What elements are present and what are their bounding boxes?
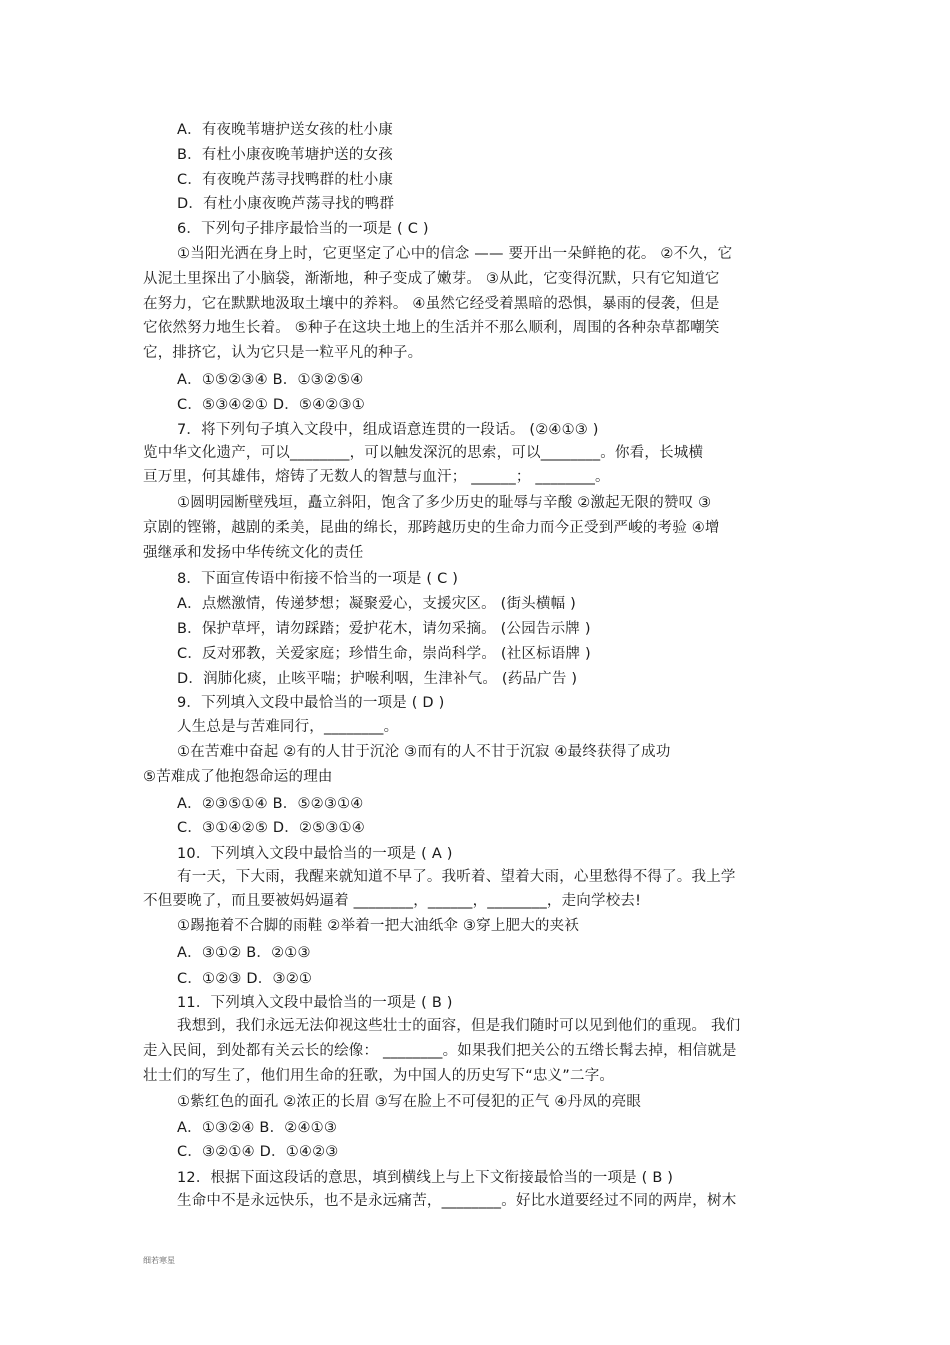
question-10: 10．下列填入文段中最恰当的一项是 ( A ) [177,846,453,862]
paragraph-line: ①踢拖着不合脚的雨鞋 ②举着一把大油纸伞 ③穿上肥大的夹袄 [177,918,580,934]
question-6: 6．下列句子排序最恰当的一项是 ( C ) [177,221,429,237]
options-row: C．③①④②⑤ D．②⑤③①④ [177,820,365,836]
paragraph-line: 它，排挤它，认为它只是一粒平凡的种子。 [143,345,423,361]
paragraph-line: 生命中不是永远快乐，也不是永远痛苦，________。好比水道要经过不同的两岸，树木 [177,1193,737,1209]
paragraph-line: 它依然努力地生长着。 ⑤种子在这块土地上的生活并不那么顺利，周围的各种杂草都嘲笑 [143,320,720,336]
option-c: C．有夜晚芦荡寻找鸭群的杜小康 [177,172,394,188]
option-a: A．有夜晚苇塘护送女孩的杜小康 [177,122,393,138]
paragraph-line: 人生总是与苦难同行，________。 [177,719,399,735]
paragraph-line: 亘万里，何其雄伟，熔铸了无数人的智慧与血汗； ______； ________。 [143,469,610,485]
options-row: A．①③②④ B．②④①③ [177,1120,338,1136]
option-a: A．点燃激情，传递梦想；凝聚爱心，支援灾区。 (街头横幅 ) [177,596,576,612]
paragraph-line: 览中华文化遗产，可以________，可以触发深沉的思索，可以________。你看，长城横 [143,445,704,461]
question-8: 8．下面宣传语中衔接不恰当的一项是 ( C ) [177,571,459,587]
paragraph-line: ①在苦难中奋起 ②有的人甘于沉沦 ③而有的人不甘于沉寂 ④最终获得了成功 [177,744,671,760]
options-row: C．⑤③④②① D．⑤④②③① [177,397,365,413]
paragraph-line: 壮士们的写生了，他们用生命的狂歌，为中国人的历史写下“忠义”二字。 [143,1068,615,1084]
option-d: D．润肺化痰，止咳平喘；护喉利咽，生津补气。 (药品广告 ) [177,671,578,687]
question-12: 12．根据下面这段话的意思，填到横线上与上下文衔接最恰当的一项是 ( B ) [177,1170,674,1186]
option-b: B．保护草坪，请勿踩踏；爱护花木，请勿采摘。 (公园告示牌 ) [177,621,591,637]
paragraph-line: 强继承和发扬中华传统文化的责任 [143,545,364,561]
paragraph-line: 有一天，下大雨，我醒来就知道不早了。我听着、望着大雨，心里愁得不得了。我上学 [177,869,736,885]
paragraph-line: 我想到，我们永远无法仰视这些壮士的面容，但是我们随时可以见到他们的重现。 我们 [177,1018,741,1034]
page-footer: 细若寒星 [143,1256,175,1265]
options-row: C．③②①④ D．①④②③ [177,1144,339,1160]
paragraph-line: ①当阳光洒在身上时，它更坚定了心中的信念 —— 要开出一朵鲜艳的花。 ②不久，它 [177,246,733,262]
question-7: 7．将下列句子填入文段中，组成语意连贯的一段话。 (②④①③ ) [177,422,599,438]
paragraph-line: 不但要晚了，而且要被妈妈逼着 ________，______，________，走向学校去! [143,893,642,909]
paragraph-line: ⑤苦难成了他抱怨命运的理由 [143,769,333,785]
paragraph-line: 京剧的铿锵，越剧的柔美，昆曲的绵长，那跨越历史的生命力而今正受到严峻的考验 ④增 [143,520,720,536]
paragraph-line: ①圆明园断壁残垣，矗立斜阳，饱含了多少历史的耻辱与辛酸 ②激起无限的赞叹 ③ [177,495,712,511]
options-row: C．①②③ D．③②① [177,971,313,987]
options-row: A．②③⑤①④ B．⑤②③①④ [177,796,364,812]
paragraph-line: 走入民间，到处都有关云长的绘像： ________。如果我们把关公的五绺长髯去掉，相信就是 [143,1043,737,1059]
option-b: B．有杜小康夜晚苇塘护送的女孩 [177,147,393,163]
option-c: C．反对邪教，关爱家庭；珍惜生命，崇尚科学。 (社区标语牌 ) [177,646,591,662]
paragraph-line: 从泥土里探出了小脑袋，渐渐地，种子变成了嫩芽。 ③从此，它变得沉默，只有它知道它 [143,271,720,287]
question-9: 9．下列填入文段中最恰当的一项是 ( D ) [177,695,445,711]
options-row: A．①⑤②③④ B．①③②⑤④ [177,372,364,388]
option-d: D．有杜小康夜晚芦荡寻找的鸭群 [177,196,395,212]
options-row: A．③①② B．②①③ [177,945,311,961]
paragraph-line: 在努力，它在默默地汲取土壤中的养料。 ④虽然它经受着黑暗的恐惧，暴雨的侵袭，但是 [143,296,720,312]
paragraph-line: ①紫红色的面孔 ②浓正的长眉 ③写在脸上不可侵犯的正气 ④丹凤的亮眼 [177,1094,642,1110]
question-11: 11．下列填入文段中最恰当的一项是 ( B ) [177,995,453,1011]
